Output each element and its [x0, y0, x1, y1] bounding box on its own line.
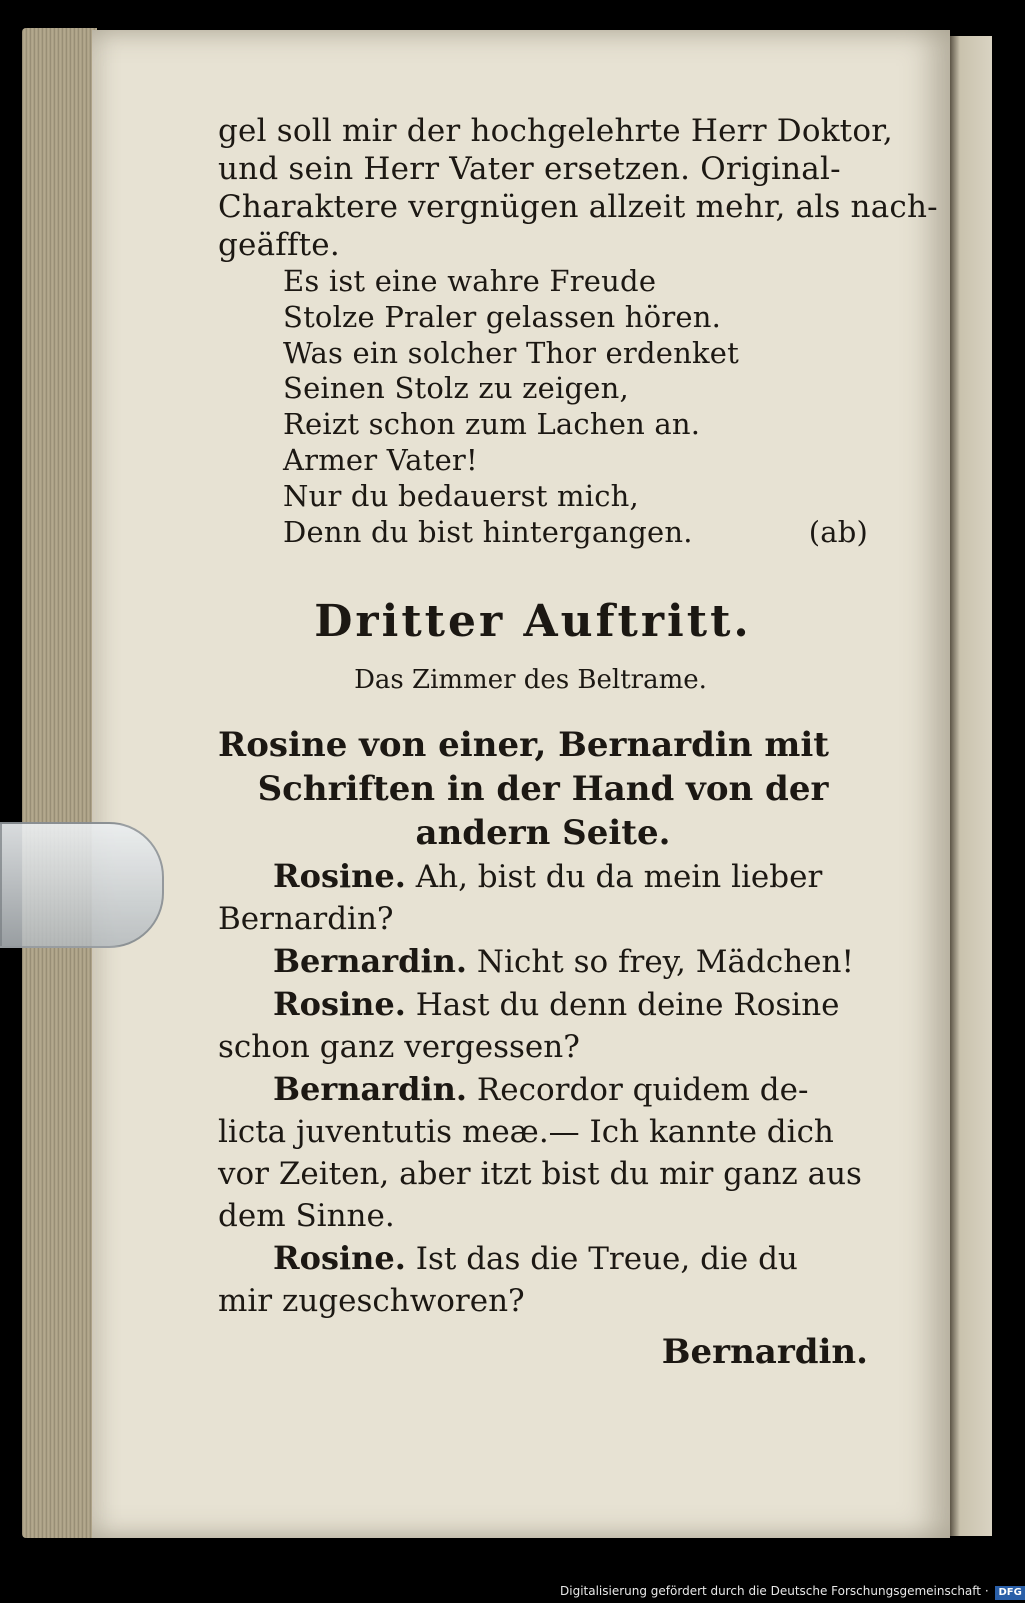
intro-line: gel soll mir der hochgelehrte Herr Doktor,	[218, 113, 893, 149]
book-page-edges	[22, 28, 97, 1538]
speaker-name: Rosine.	[273, 985, 406, 1024]
speech-continuation: Bernardin?	[218, 901, 394, 938]
page-text	[218, 112, 938, 1373]
speaker-name: Bernardin.	[273, 942, 468, 981]
verse-line: Armer Vater!	[283, 442, 478, 477]
intro-line: Charaktere vergnügen allzeit mehr, als nach-	[218, 189, 938, 225]
verse-line: Es ist eine wahre Freude	[283, 264, 657, 298]
scene-setting: Das Zimmer des Beltrame.	[354, 665, 707, 696]
speech-text: Ist das die Treue, die du	[415, 1241, 798, 1278]
speech-continuation: licta juventutis meæ.— Ich kannte dich	[218, 1114, 834, 1151]
facing-page-edge	[950, 36, 992, 1536]
digitization-credit	[560, 1580, 1022, 1603]
intro-paragraph	[218, 112, 938, 264]
speech-line	[218, 855, 868, 898]
verse-line: Denn du bist hintergangen.	[283, 514, 693, 549]
verse-line: Stolze Praler gelassen hören.	[283, 299, 722, 334]
credit-text: Digitalisierung gefördert durch die Deutsche Forschungsgemeinschaft ·	[560, 1584, 989, 1598]
speech-continuation: dem Sinne.	[218, 1198, 395, 1235]
intro-line: geäffte.	[218, 227, 340, 263]
verse-line: Nur du bedauerst mich,	[283, 478, 639, 513]
cast-line: Rosine von einer, Bernardin mit	[218, 725, 829, 766]
speech-text: Nicht so frey, Mädchen!	[476, 944, 854, 981]
speaker-name: Rosine.	[273, 857, 406, 896]
catchword: Bernardin.	[661, 1332, 868, 1373]
exit-stage-direction: (ab)	[808, 514, 868, 549]
speech-continuation: schon ganz vergessen?	[218, 1029, 580, 1066]
speaker-name: Bernardin.	[273, 1070, 468, 1109]
verse-line: Seinen Stolz zu zeigen,	[283, 371, 629, 406]
speech-text: Recordor quidem de-	[476, 1072, 809, 1109]
cast-line: andern Seite.	[415, 813, 671, 854]
speaker-name: Rosine.	[273, 1239, 406, 1278]
speech-text: Hast du denn deine Rosine	[415, 987, 840, 1024]
speech-line	[218, 983, 868, 1026]
intro-line: und sein Herr Vater ersetzen. Original-	[218, 151, 841, 187]
verse-line: Was ein solcher Thor erdenket	[283, 335, 739, 370]
verse-block	[218, 264, 868, 550]
dfg-logo-icon: DFG	[995, 1586, 1024, 1600]
cast-line: Schriften in der Hand von der	[257, 769, 829, 810]
dialogue	[218, 855, 868, 1322]
speech-continuation: mir zugeschworen?	[218, 1283, 525, 1320]
speech-line	[218, 1068, 868, 1111]
verse-last-line	[283, 515, 868, 551]
speech-continuation: vor Zeiten, aber itzt bist du mir ganz aus	[218, 1156, 862, 1193]
verse-line: Reizt schon zum Lachen an.	[283, 407, 701, 442]
speech-line	[218, 940, 868, 983]
speech-line	[218, 1237, 868, 1280]
page-holder-clip	[0, 822, 164, 948]
speech-text: Ah, bist du da mein lieber	[415, 859, 823, 896]
scene-heading: Dritter Auftritt.	[314, 596, 752, 648]
cast-direction	[218, 723, 868, 855]
